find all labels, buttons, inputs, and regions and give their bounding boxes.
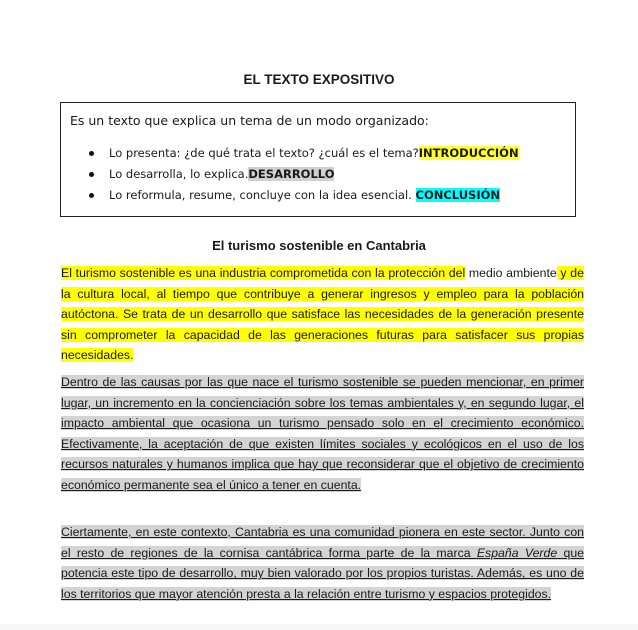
brand-name: España Verde [476, 545, 558, 560]
paragraph-conclusion [61, 522, 584, 604]
highlighted-text: Ciertamente, en este contexto, Cantabria es una comunidad pionera en este sector. Junto con el resto de regiones de la cornisa cantábrica forma parte de la marca [61, 525, 584, 560]
definition-list [89, 143, 519, 206]
desarrollo-tag: DESARROLLO [248, 167, 335, 181]
highlighted-text: local, al tiempo que contribuye a generar ingresos y empleo para la población autóctona. Se trata de un desarrollo que satisface las necesidades de la generación presente sin comprometer la capacidad de las generaciones futuras para satisfacer sus propias necesidades. [61, 286, 584, 363]
list-item [89, 185, 519, 206]
bullet-icon [89, 172, 94, 177]
list-item [89, 143, 519, 164]
paragraph-desarrollo [61, 372, 584, 496]
page-title: EL TEXTO EXPOSITIVO [243, 72, 395, 87]
list-item-text: Lo desarrolla, lo explica. [109, 167, 249, 181]
list-item [89, 164, 519, 185]
introduccion-tag: INTRODUCCIÓN [418, 146, 519, 160]
definition-box [60, 102, 576, 217]
article-title: El turismo sostenible en Cantabria [212, 238, 426, 253]
plain-text: medio ambiente [465, 266, 557, 280]
conclusion-tag: CONCLUSIÓN [415, 188, 500, 202]
page-bottom-edge [0, 624, 638, 630]
bullet-icon [89, 151, 94, 156]
list-item-text: Lo presenta: ¿de qué trata el texto? ¿cuál es el tema? [109, 146, 419, 160]
highlighted-text: y de la cultura [61, 266, 584, 301]
paragraph-introduccion [61, 263, 584, 366]
highlighted-text: El turismo sostenible es una industria comprometida con la protección del [61, 266, 466, 280]
highlighted-text: que potencia este tipo de desarrollo, muy bien valorado por los propios turistas. Además, es uno de los territorios que mayor atención presta a la relación entre turismo y espacios protegidos. [61, 545, 584, 601]
bullet-icon [89, 193, 94, 198]
definition-intro: Es un texto que explica un tema de un modo organizado: [70, 113, 429, 128]
highlighted-text: Dentro de las causas por las que nace el turismo sostenible se pueden mencionar, en primer lugar, un incremento en la concienciación sobre los temas ambientales y, en segundo lugar, el impacto ambiental que ocasiona un turismo pensado solo en el crecimiento económico. Efectivamente, la aceptación de que existen límites sociales y ecológicos en el uso de los recursos naturales y humanos implica que hay que reconsiderar que el objetivo de crecimiento económico permanente sea el único a tener en cuenta. [61, 375, 584, 492]
list-item-text: Lo reformula, resume, concluye con la idea esencial. [109, 188, 416, 202]
